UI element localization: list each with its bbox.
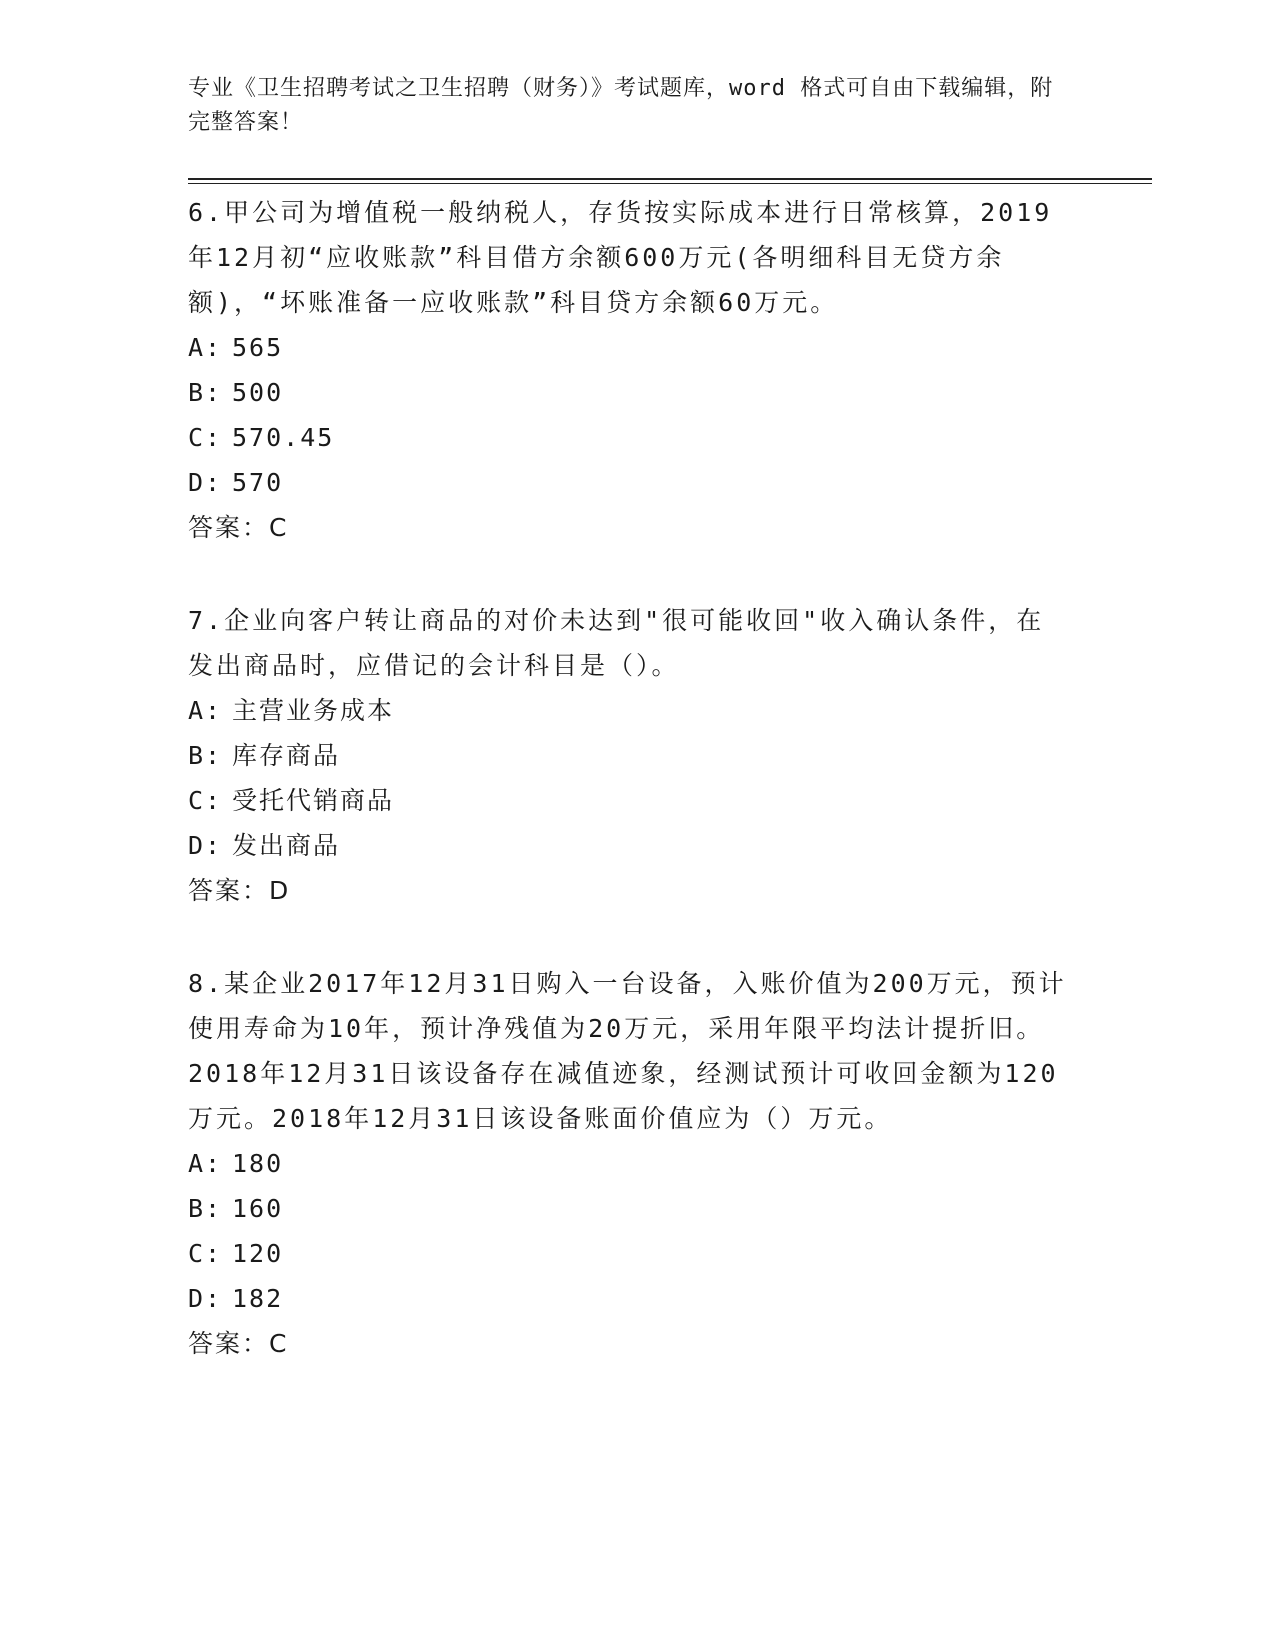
document-header: 专业《卫生招聘考试之卫生招聘（财务）》考试题库，word 格式可自由下载编辑，附完整答案！ xyxy=(188,76,1054,135)
option-letter: D: xyxy=(188,1284,223,1313)
option-letter: A: xyxy=(188,696,223,725)
header-divider-thin xyxy=(188,183,1152,184)
option-letter: D: xyxy=(188,468,223,497)
question-8 xyxy=(188,961,1068,1366)
option-c xyxy=(188,778,1068,823)
option-a xyxy=(188,688,1068,733)
option-text: 565 xyxy=(232,333,284,362)
option-letter: C: xyxy=(188,423,223,452)
question-6 xyxy=(188,190,1068,550)
option-letter: A: xyxy=(188,1149,223,1178)
question-7 xyxy=(188,598,1068,913)
header-divider xyxy=(188,178,1152,180)
option-letter: C: xyxy=(188,1239,223,1268)
question-stem: 8.某企业2017年12月31日购入一台设备，入账价值为200万元，预计使用寿命为10年，预计净残值为20万元，采用年限平均法计提折旧。2018年12月31日该设备存在减值迹象，经测试预计可收回金额为120万元。2018年12月31日该设备账面价值应为（）万元。 xyxy=(188,969,1067,1133)
option-text: 570 xyxy=(232,468,284,497)
option-a xyxy=(188,325,1068,370)
option-b xyxy=(188,370,1068,415)
option-d xyxy=(188,823,1068,868)
option-letter: B: xyxy=(188,1194,223,1223)
option-c xyxy=(188,415,1068,460)
answer-line: 答案：D xyxy=(188,876,291,905)
option-letter: C: xyxy=(188,786,223,815)
option-b xyxy=(188,1186,1068,1231)
question-stem: 7.企业向客户转让商品的对价未达到"很可能收回"收入确认条件，在发出商品时，应借记的会计科目是（）。 xyxy=(188,606,1045,680)
option-letter: B: xyxy=(188,741,223,770)
option-letter: D: xyxy=(188,831,223,860)
option-a xyxy=(188,1141,1068,1186)
option-text: 受托代销商品 xyxy=(232,786,395,815)
option-text: 发出商品 xyxy=(232,831,341,860)
option-text: 主营业务成本 xyxy=(232,696,395,725)
option-text: 500 xyxy=(232,378,284,407)
option-text: 570.45 xyxy=(232,423,335,452)
option-letter: B: xyxy=(188,378,223,407)
option-text: 120 xyxy=(232,1239,284,1268)
answer-line: 答案：C xyxy=(188,513,289,542)
question-stem: 6.甲公司为增值税一般纳税人，存货按实际成本进行日常核算，2019年12月初“应收账款”科目借方余额600万元(各明细科目无贷方余额)，“坏账准备一应收账款”科目贷方余额60万元。 xyxy=(188,198,1053,317)
option-text: 库存商品 xyxy=(232,741,341,770)
option-d xyxy=(188,460,1068,505)
option-c xyxy=(188,1231,1068,1276)
option-text: 182 xyxy=(232,1284,284,1313)
option-text: 180 xyxy=(232,1149,284,1178)
answer-line: 答案：C xyxy=(188,1329,289,1358)
option-text: 160 xyxy=(232,1194,284,1223)
option-b xyxy=(188,733,1068,778)
option-d xyxy=(188,1276,1068,1321)
option-letter: A: xyxy=(188,333,223,362)
